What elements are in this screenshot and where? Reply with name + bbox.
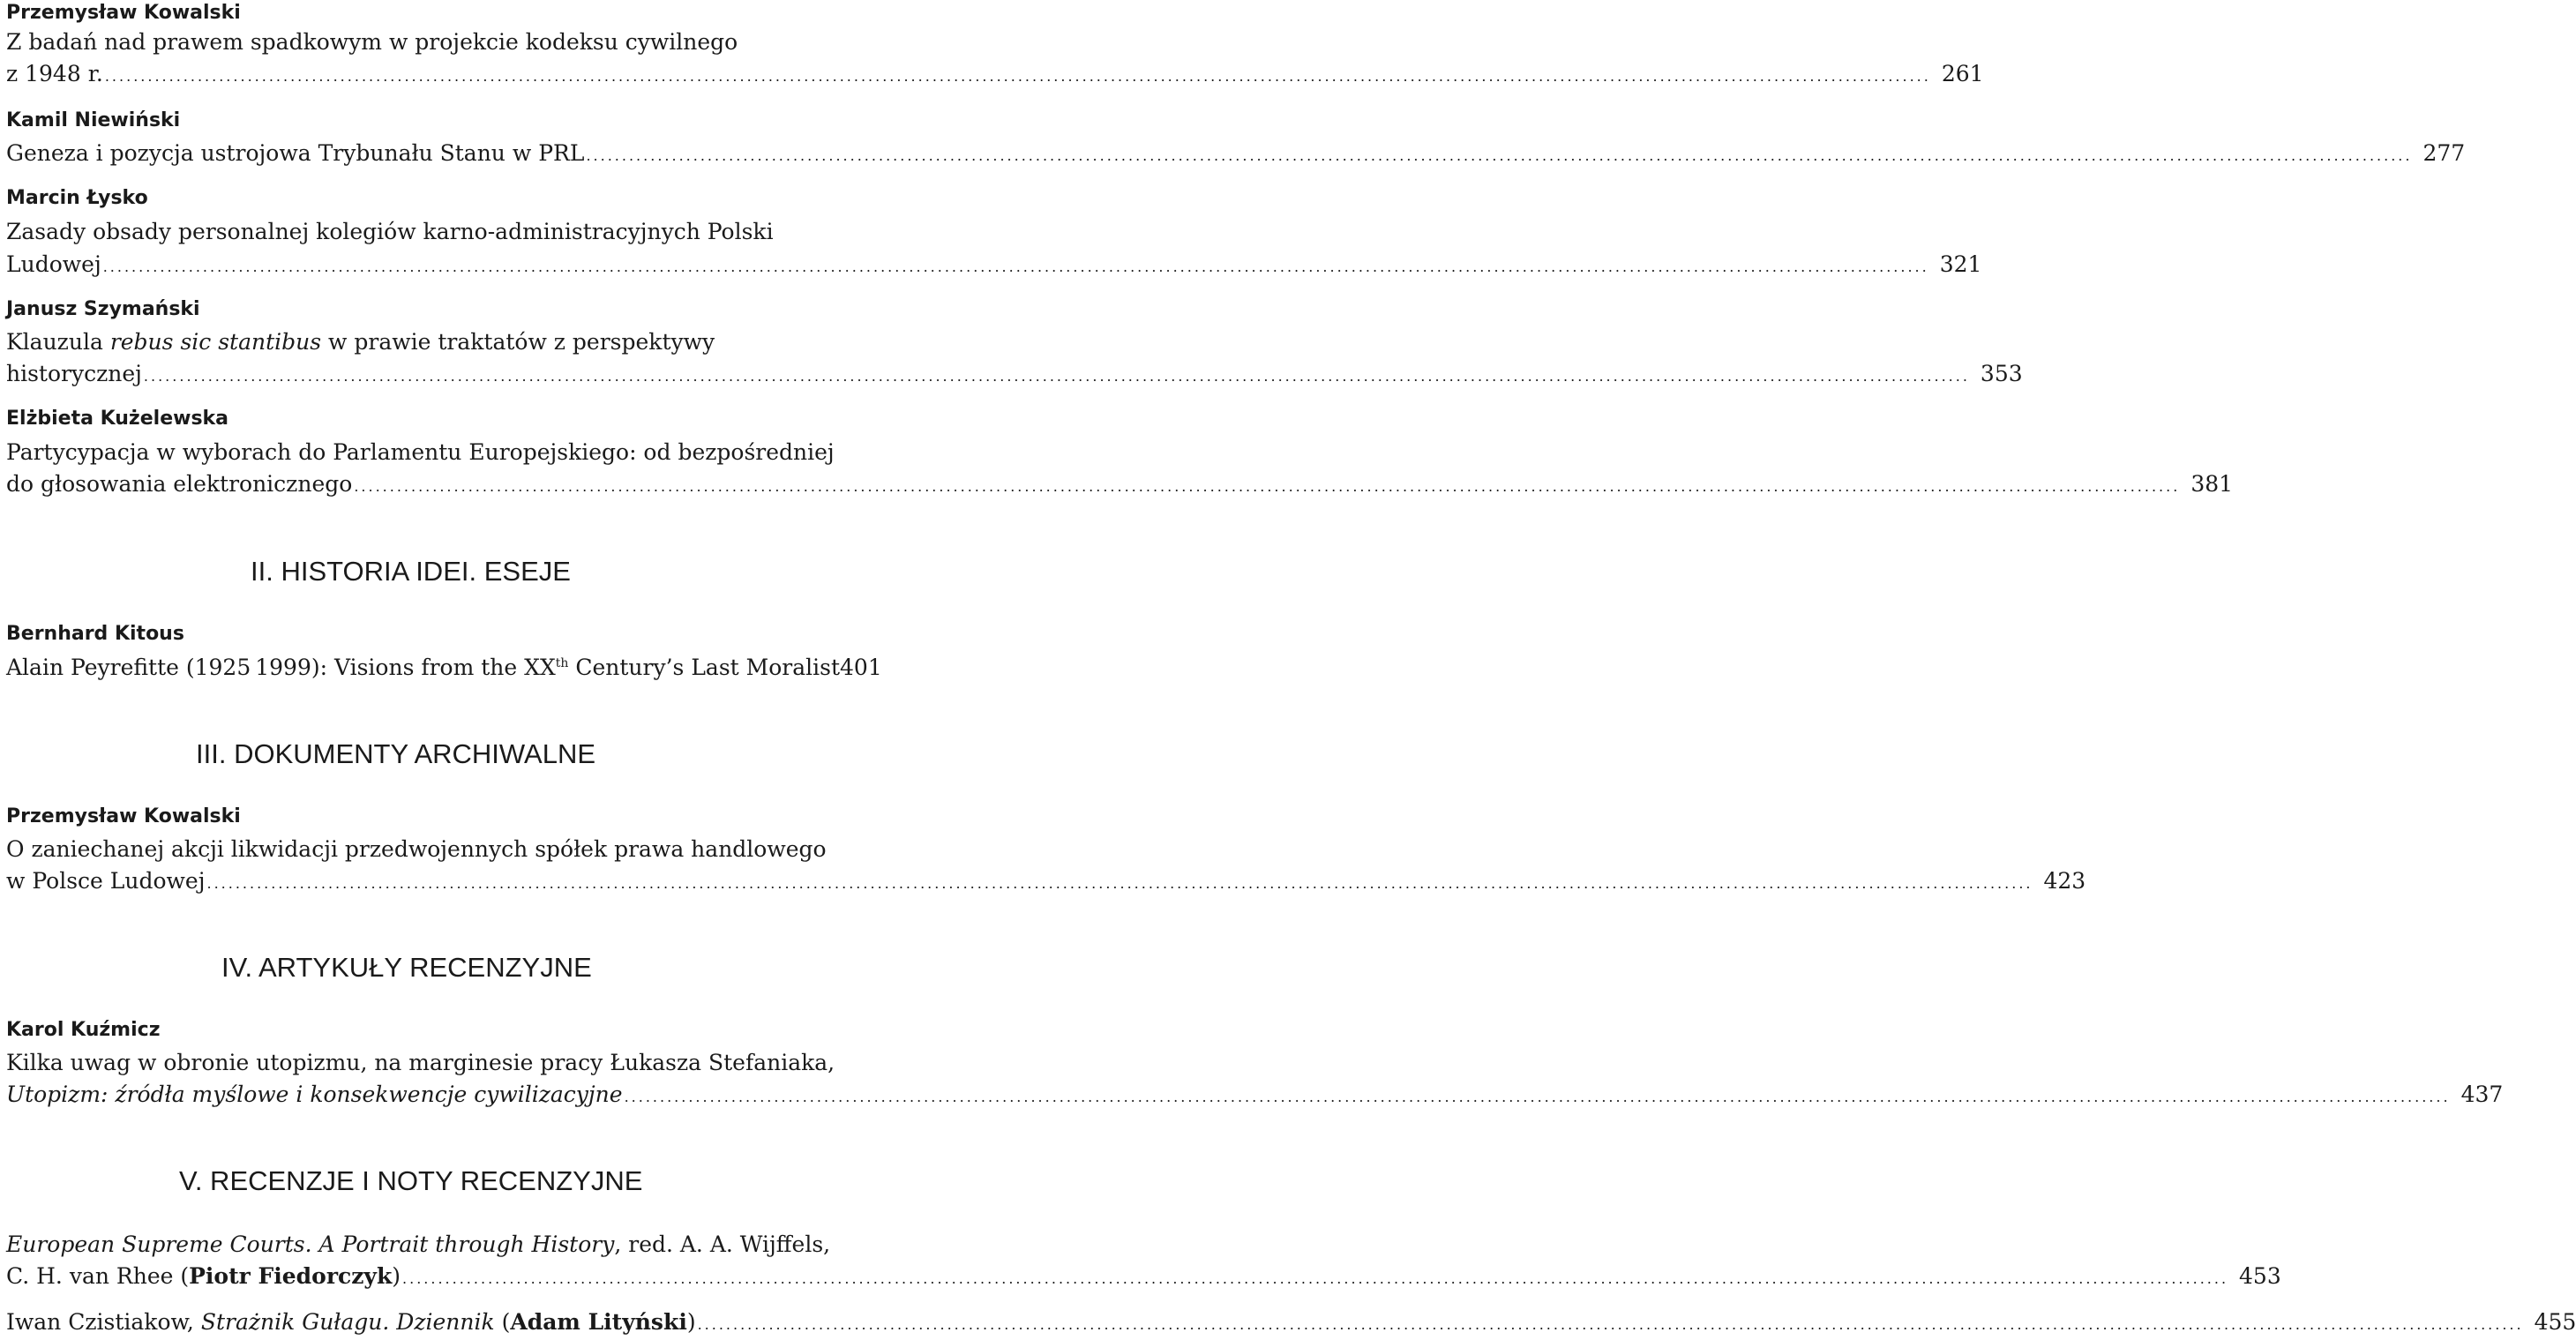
- page-number: 453: [2239, 1263, 2281, 1289]
- entry-author: Kamil Niewiński: [6, 109, 181, 131]
- review-title-end: [6, 1261, 401, 1291]
- dot-leader: [354, 472, 2180, 502]
- entry-title-end: z 1948 r.: [6, 61, 103, 86]
- section-heading: V. RECENZJE I NOTY RECENZYJNE: [179, 1165, 643, 1196]
- dot-leader: [586, 141, 2412, 171]
- entry-title: Kilka uwag w obronie utopizmu, na marginesie pracy Łukasza Stefaniaka,: [6, 1050, 835, 1075]
- toc-entry-line[interactable]: [6, 653, 882, 683]
- entry-author: Janusz Szymański: [6, 298, 200, 320]
- review-title: [6, 1230, 830, 1260]
- toc-entry-line[interactable]: [6, 469, 2234, 502]
- review-text: C. H. van Rhee (: [6, 1263, 190, 1289]
- entry-title: Partycypacja w wyborach do Parlamentu Europejskiego: od bezpośredniej: [6, 439, 835, 465]
- entry-author: Elżbieta Kużelewska: [6, 408, 229, 430]
- section-heading: IV. ARTYKUŁY RECENZYJNE: [221, 952, 592, 983]
- review-book-title: Strażnik Gułagu. Dziennik: [200, 1309, 495, 1335]
- page-number: 381: [2190, 471, 2234, 497]
- page-number: 423: [2043, 868, 2086, 894]
- review-book-title: European Supreme Courts. A Portrait through History: [6, 1231, 615, 1257]
- dot-leader: [105, 62, 1931, 92]
- review-text: (: [494, 1309, 511, 1335]
- toc-entry-line[interactable]: [6, 138, 2466, 171]
- entry-author: Bernhard Kitous: [6, 623, 184, 645]
- toc-entry-line[interactable]: [6, 866, 2086, 899]
- page-number: 455: [2534, 1309, 2576, 1335]
- entry-title: O zaniechanej akcji likwidacji przedwojennych spółek prawa handlowego: [6, 836, 827, 862]
- entry-title: [6, 327, 715, 357]
- reviewer-name: Piotr Fiedorczyk: [189, 1263, 393, 1289]
- page-number: 401: [840, 655, 882, 680]
- dot-leader: [144, 362, 1970, 392]
- page-number: 277: [2422, 140, 2466, 166]
- title-text: Century’s Last Moralist: [568, 655, 841, 680]
- section-heading: III. DOKUMENTY ARCHIWALNE: [196, 738, 596, 769]
- page-number: 437: [2460, 1082, 2504, 1107]
- entry-title-end: Ludowej: [6, 251, 101, 277]
- title-text: w prawie traktatów z perspektywy: [321, 329, 715, 355]
- dot-leader: [698, 1310, 2524, 1340]
- page-number: 353: [1980, 361, 2023, 386]
- entry-title-end: historycznej: [6, 361, 142, 386]
- entry-title: Zasady obsady personalnej kolegiów karno-administracyjnych Polski: [6, 219, 774, 244]
- dot-leader: [103, 252, 1929, 282]
- page-number: 321: [1939, 251, 1982, 277]
- toc-entry-line[interactable]: [6, 59, 1984, 92]
- review-text: , red. A. A. Wijffels,: [614, 1231, 831, 1257]
- review-title: [6, 1307, 696, 1337]
- entry-title: Z badań nad prawem spadkowym w projekcie kodeksu cywilnego: [6, 29, 738, 55]
- title-text: Alain Peyrefitte (1925 1999): Visions from the XX: [6, 655, 556, 680]
- entry-author: Karol Kuźmicz: [6, 1019, 161, 1041]
- review-text: ): [686, 1309, 696, 1335]
- review-text: Iwan Czistiakow,: [6, 1309, 201, 1335]
- page-number: 261: [1941, 61, 1984, 86]
- dot-leader: [402, 1264, 2228, 1294]
- entry-title: Geneza i pozycja ustrojowa Trybunału Stanu w PRL: [6, 140, 585, 166]
- entry-author: Przemysław Kowalski: [6, 805, 241, 827]
- entry-title-end: do głosowania elektronicznego: [6, 471, 353, 497]
- toc-entry-line[interactable]: [6, 359, 2023, 392]
- superscript: th: [555, 656, 569, 670]
- title-text: Klauzula: [6, 329, 110, 355]
- entry-title-end: Utopizm: źródła myślowe i konsekwencje cywilizacyjne: [6, 1082, 623, 1107]
- dot-leader: [625, 1082, 2451, 1112]
- toc-entry-line[interactable]: [6, 250, 1982, 282]
- dot-leader: [206, 869, 2033, 899]
- title-italic-text: rebus sic stantibus: [109, 329, 322, 355]
- entry-title: [6, 653, 840, 683]
- toc-entry-line[interactable]: [6, 1307, 2576, 1340]
- entry-author: Przemysław Kowalski: [6, 2, 241, 24]
- entry-author: Marcin Łysko: [6, 187, 148, 209]
- toc-entry-line[interactable]: [6, 1261, 2281, 1294]
- toc-entry-line[interactable]: [6, 1080, 2504, 1112]
- entry-title-end: w Polsce Ludowej: [6, 868, 206, 894]
- review-text: ): [392, 1263, 401, 1289]
- reviewer-name: Adam Lityński: [510, 1309, 687, 1335]
- section-heading: II. HISTORIA IDEI. ESEJE: [251, 556, 571, 587]
